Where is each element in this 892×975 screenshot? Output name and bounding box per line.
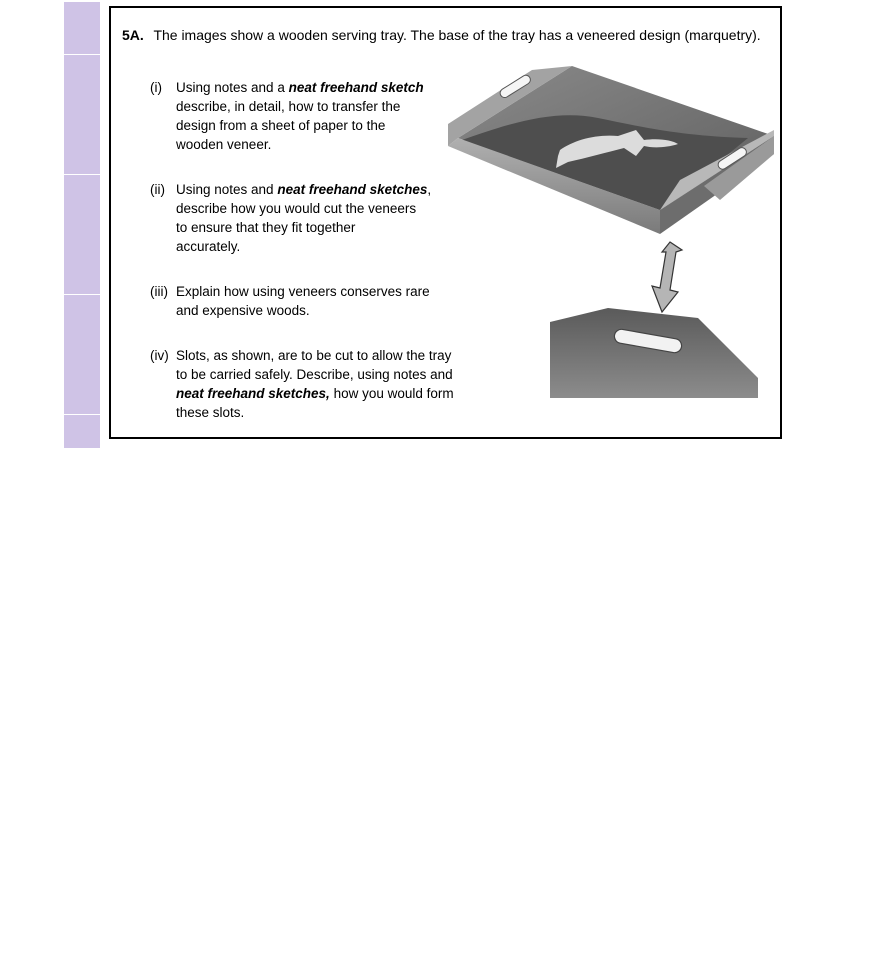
question-intro: The images show a wooden serving tray. The base of the tray has a veneered design (marquetry). bbox=[153, 27, 761, 43]
part-line: describe how you would cut the veneers bbox=[176, 201, 417, 216]
question-header bbox=[122, 27, 761, 43]
question-number: 5A. bbox=[122, 27, 144, 43]
part-text bbox=[176, 346, 454, 422]
slot-detail-illustration bbox=[548, 306, 764, 400]
part-line: describe, in detail, how to transfer the bbox=[176, 99, 401, 114]
tray-illustration bbox=[448, 60, 778, 240]
part-line: design from a sheet of paper to the bbox=[176, 118, 386, 133]
part-line: these slots. bbox=[176, 405, 245, 420]
strip-divider bbox=[64, 54, 100, 55]
part-line: and expensive woods. bbox=[176, 303, 310, 318]
part-number: (ii) bbox=[150, 182, 165, 197]
strip-divider bbox=[64, 414, 100, 415]
part-number: (iii) bbox=[150, 284, 168, 299]
strip-divider bbox=[64, 174, 100, 175]
part-line: to ensure that they fit together bbox=[176, 220, 356, 235]
part-line: Slots, as shown, are to be cut to allow the tray bbox=[176, 348, 452, 363]
part-text bbox=[176, 78, 424, 154]
part-line: wooden veneer. bbox=[176, 137, 272, 152]
part-line: Using notes and neat freehand sketches, bbox=[176, 182, 432, 197]
part-line: to be carried safely. Describe, using notes and bbox=[176, 367, 453, 382]
part-line: Using notes and a neat freehand sketch bbox=[176, 80, 424, 95]
margin-strip bbox=[64, 2, 100, 448]
part-number: (iv) bbox=[150, 348, 169, 363]
part-line: accurately. bbox=[176, 239, 241, 254]
part-line: neat freehand sketches, how you would form bbox=[176, 386, 454, 401]
part-text bbox=[176, 282, 430, 320]
down-arrow-icon bbox=[648, 240, 688, 316]
part-number: (i) bbox=[150, 80, 162, 95]
strip-divider bbox=[64, 294, 100, 295]
part-text bbox=[176, 180, 431, 256]
part-line: Explain how using veneers conserves rare bbox=[176, 284, 430, 299]
end-panel bbox=[550, 308, 758, 398]
